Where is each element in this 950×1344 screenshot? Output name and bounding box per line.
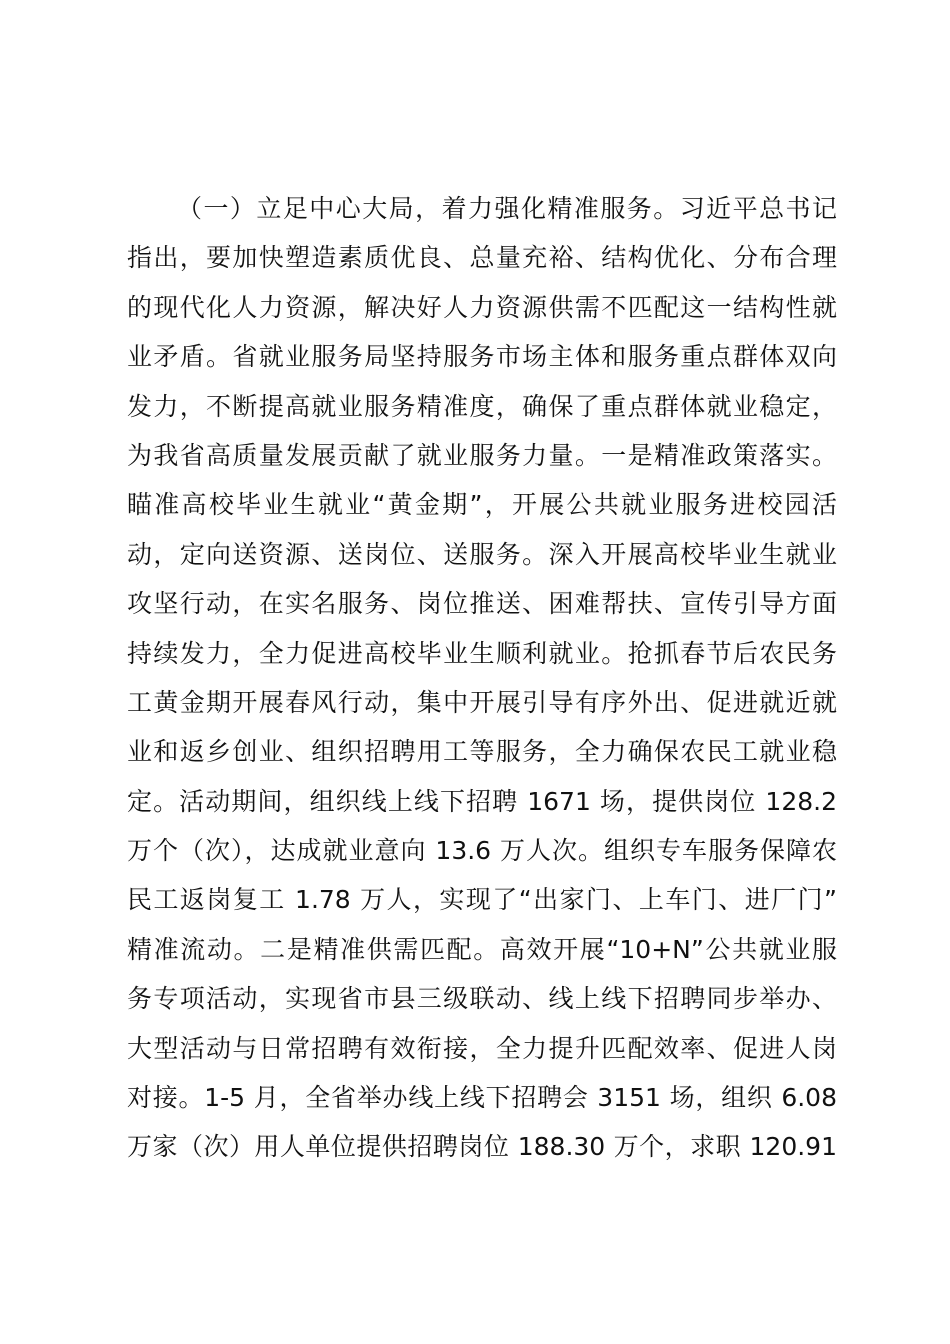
paragraph-line: 对接。1-5 月，全省举办线上线下招聘会 3151 场，组织 6.08 — [127, 1083, 837, 1113]
paragraph-line: 指出，要加快塑造素质优良、总量充裕、结构优化、分布合理 — [127, 243, 837, 273]
paragraph-line: 瞄准高校毕业生就业“黄金期”，开展公共就业服务进校园活 — [127, 490, 837, 520]
paragraph-line: 业矛盾。省就业服务局坚持服务市场主体和服务重点群体双向 — [127, 342, 837, 372]
paragraph-line: 攻坚行动，在实名服务、岗位推送、困难帮扶、宣传引导方面 — [127, 589, 837, 619]
paragraph-line: 的现代化人力资源，解决好人力资源供需不匹配这一结构性就 — [127, 292, 837, 322]
paragraph-line: 大型活动与日常招聘有效衔接，全力提升匹配效率、促进人岗 — [127, 1033, 837, 1063]
paragraph-line: 业和返乡创业、组织招聘用工等服务，全力确保农民工就业稳 — [127, 737, 837, 767]
paragraph-line: 万个（次），达成就业意向 13.6 万人次。组织专车服务保障农 — [127, 836, 837, 866]
paragraph-line: 万家（次）用人单位提供招聘岗位 188.30 万个，求职 120.91 — [127, 1132, 837, 1162]
paragraph-line: 工黄金期开展春风行动，集中开展引导有序外出、促进就近就 — [127, 687, 837, 717]
paragraph-line: 动，定向送资源、送岗位、送服务。深入开展高校毕业生就业 — [127, 539, 837, 569]
paragraph-line: （一）立足中心大局，着力强化精准服务。习近平总书记 — [177, 194, 837, 223]
body-paragraph — [127, 184, 837, 1172]
paragraph-line: 务专项活动，实现省市县三级联动、线上线下招聘同步举办、 — [127, 984, 837, 1014]
paragraph-line: 民工返岗复工 1.78 万人，实现了“出家门、上车门、进厂门” — [127, 885, 837, 915]
paragraph-line: 发力，不断提高就业服务精准度，确保了重点群体就业稳定， — [127, 391, 837, 421]
paragraph-line: 持续发力，全力促进高校毕业生顺利就业。抢抓春节后农民务 — [127, 638, 837, 668]
paragraph-line: 定。活动期间，组织线上线下招聘 1671 场，提供岗位 128.2 — [127, 786, 837, 816]
paragraph-line: 为我省高质量发展贡献了就业服务力量。一是精准政策落实。 — [127, 440, 837, 470]
paragraph-line: 精准流动。二是精准供需匹配。高效开展“10+N”公共就业服 — [127, 934, 837, 964]
